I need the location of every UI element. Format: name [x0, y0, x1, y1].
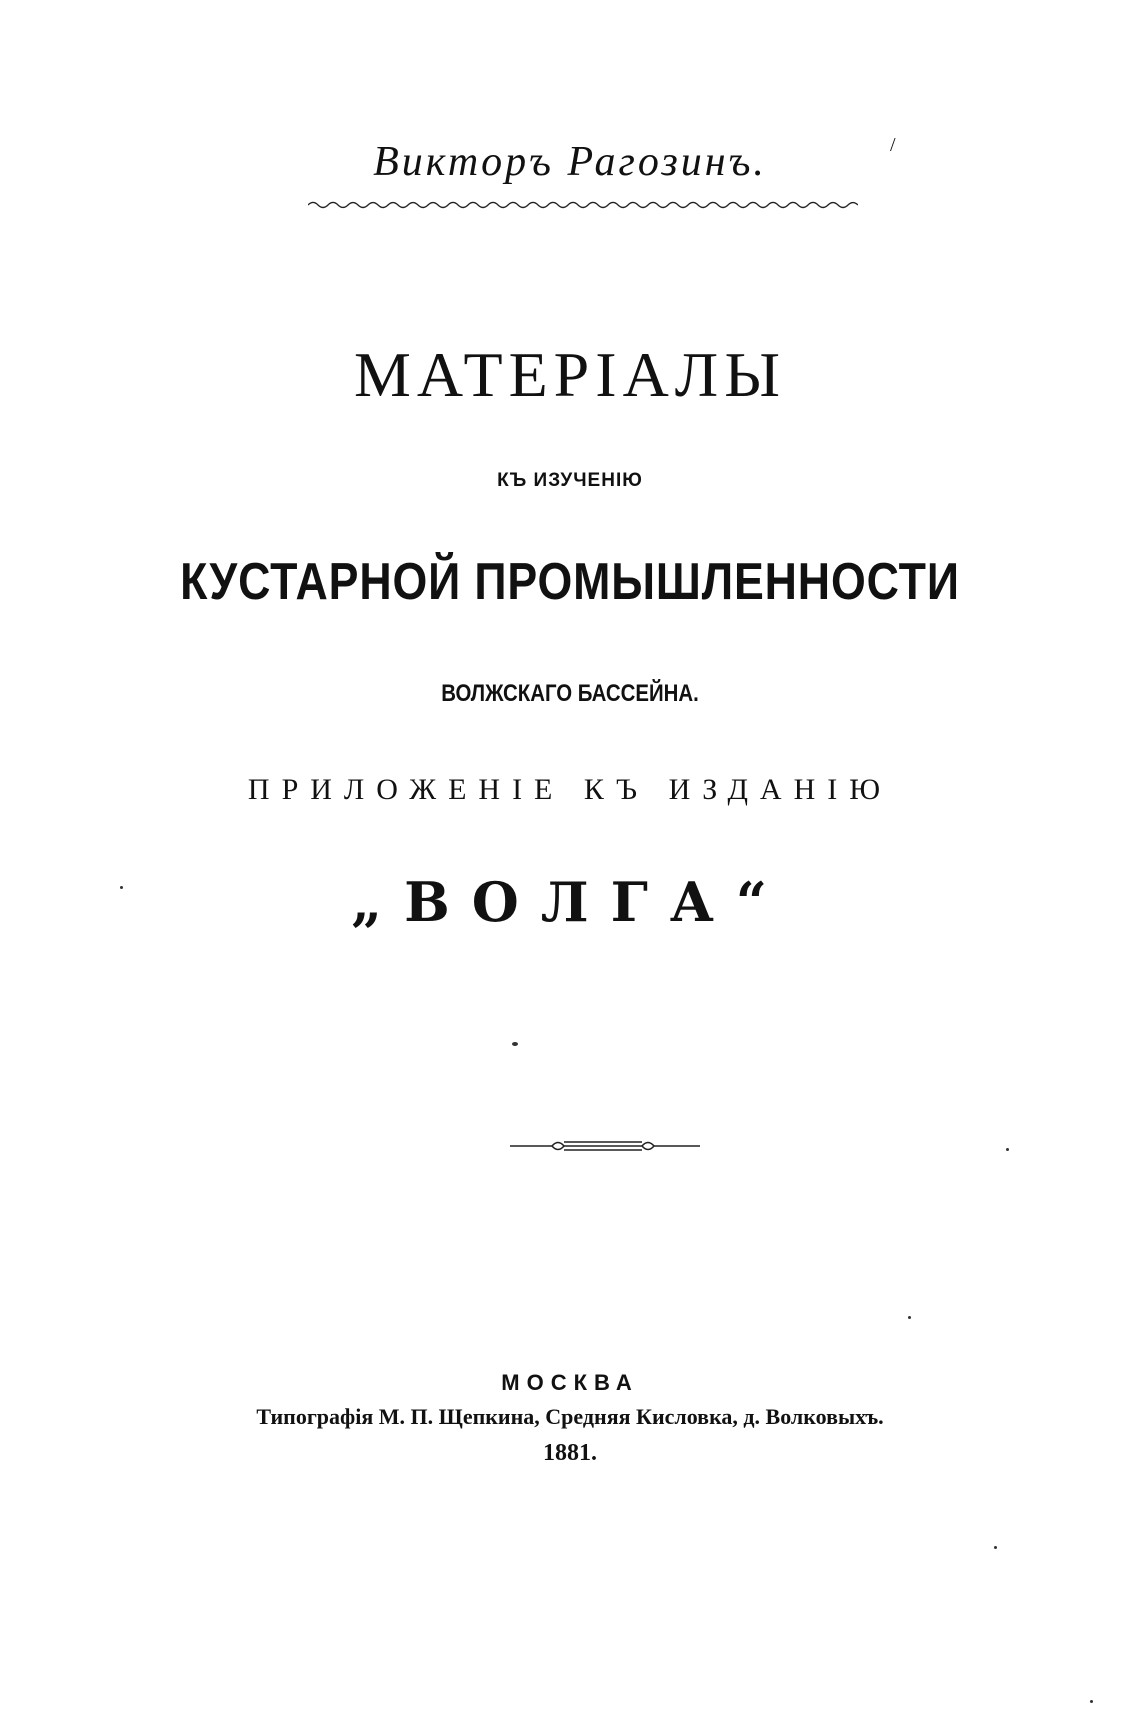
scan-speck [908, 1316, 911, 1319]
scan-speck [512, 1042, 518, 1046]
scan-speck [120, 886, 123, 889]
subtitle: КЪ ИЗУЧЕНІЮ [497, 470, 643, 491]
main-title: МАТЕРІАЛЫ [353, 339, 787, 410]
scan-speck [1090, 1700, 1093, 1703]
heading-sub: ВОЛЖСКАГО БАССЕЙНА. [441, 680, 699, 707]
wavy-rule-ornament [308, 199, 858, 211]
publication-name: „ВОЛГА“ [351, 870, 789, 934]
printer-imprint: Типографія М. П. Щепкина, Средняя Кисловка, д. Волковыхъ. [256, 1404, 884, 1429]
scan-speck [1006, 1148, 1009, 1151]
publication-year: 1881. [543, 1440, 597, 1466]
scan-speck [994, 1546, 997, 1549]
city: МОСКВА [501, 1370, 639, 1395]
ornamental-divider [510, 1136, 700, 1156]
appendix-line: ПРИЛОЖЕНІЕ КЪ ИЗДАНІЮ [247, 773, 893, 806]
stray-mark: / [890, 134, 896, 156]
heading: КУСТАРНОЙ ПРОМЫШЛЕННОСТИ [180, 553, 960, 611]
author-name: Викторъ Рагозинъ. [373, 139, 767, 185]
